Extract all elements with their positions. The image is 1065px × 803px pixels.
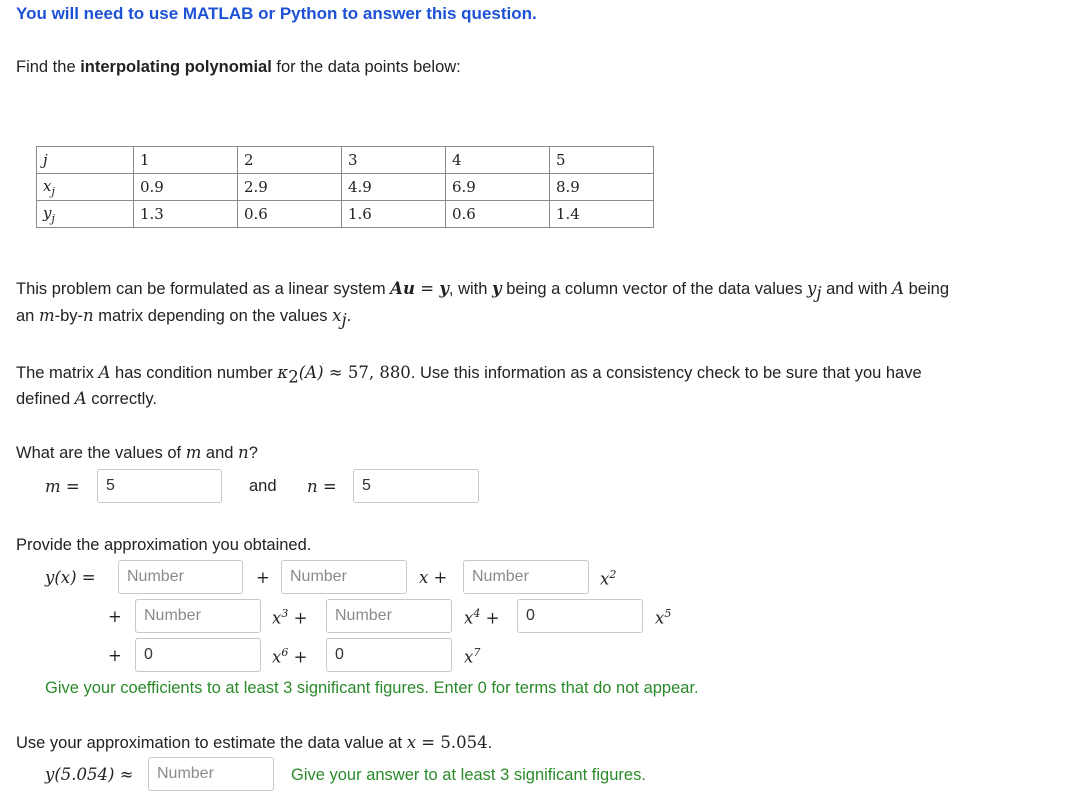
coefficient-5-input[interactable] (517, 599, 643, 633)
plus-sign: + (256, 568, 270, 587)
intro-text: Find the interpolating polynomial for the data points below: (16, 58, 461, 76)
coefficient-6-input[interactable] (135, 638, 261, 672)
row-label-xj: $x_j$ (37, 174, 134, 201)
x-term-label: x + (419, 568, 448, 587)
estimate-hint: Give your answer to at least 3 significant figures. (291, 766, 646, 784)
table-row: $x_j$ 0.9 2.9 4.9 6.9 8.9 (37, 174, 654, 201)
x3-term-label: $x^3$ + (272, 607, 308, 628)
x2-term-label: $x^2$ (600, 568, 617, 589)
x7-term-label: $x^7$ (464, 646, 481, 667)
estimate-label: y(5.054) ≈ (45, 765, 134, 784)
coefficient-7-input[interactable] (326, 638, 452, 672)
x5-term-label: $x^5$ (655, 607, 672, 628)
plus-sign: + (108, 607, 122, 626)
m-label: m = (45, 477, 80, 496)
table-row: $y_j$ 1.3 0.6 1.6 0.6 1.4 (37, 201, 654, 228)
estimate-prompt: Use your approximation to estimate the data value at x = 5.054. (16, 733, 493, 752)
paragraph-condition-number-line2: defined A correctly. (16, 389, 157, 408)
coefficient-0-input[interactable] (118, 560, 243, 594)
paragraph-linear-system-line2: an m-by-n matrix depending on the values $x_j$. (16, 306, 352, 330)
coefficient-4-input[interactable] (326, 599, 452, 633)
table-row: j 1 2 3 4 5 (37, 147, 654, 174)
yx-label: y(x) = (45, 568, 96, 587)
coefficient-2-input[interactable] (463, 560, 589, 594)
estimate-input[interactable] (148, 757, 274, 791)
m-input[interactable] (97, 469, 222, 503)
n-label: n = (307, 477, 337, 496)
data-table (36, 146, 654, 228)
coefficients-hint: Give your coefficients to at least 3 significant figures. Enter 0 for terms that do not appear. (45, 679, 699, 697)
row-label-j: j (37, 147, 134, 174)
row-label-yj: $y_j$ (37, 201, 134, 228)
mn-question: What are the values of m and n? (16, 443, 258, 462)
paragraph-condition-number: The matrix A has condition number $\kappa_2(A) \approx 57$, 880. Use this information as a consistency check to be sure that you have (16, 363, 922, 387)
plus-sign: + (108, 646, 122, 665)
coefficient-1-input[interactable] (281, 560, 407, 594)
n-input[interactable] (353, 469, 479, 503)
and-label: and (249, 477, 277, 495)
paragraph-linear-system: This problem can be formulated as a linear system Au = y, with y being a column vector of the data values $y_j$ and with A being (16, 279, 950, 303)
x4-term-label: $x^4$ + (464, 607, 500, 628)
approx-prompt: Provide the approximation you obtained. (16, 536, 312, 554)
notice-text: You will need to use MATLAB or Python to answer this question. (16, 4, 537, 23)
x6-term-label: $x^6$ + (272, 646, 308, 667)
coefficient-3-input[interactable] (135, 599, 261, 633)
intro-bold: interpolating polynomial (80, 58, 272, 76)
